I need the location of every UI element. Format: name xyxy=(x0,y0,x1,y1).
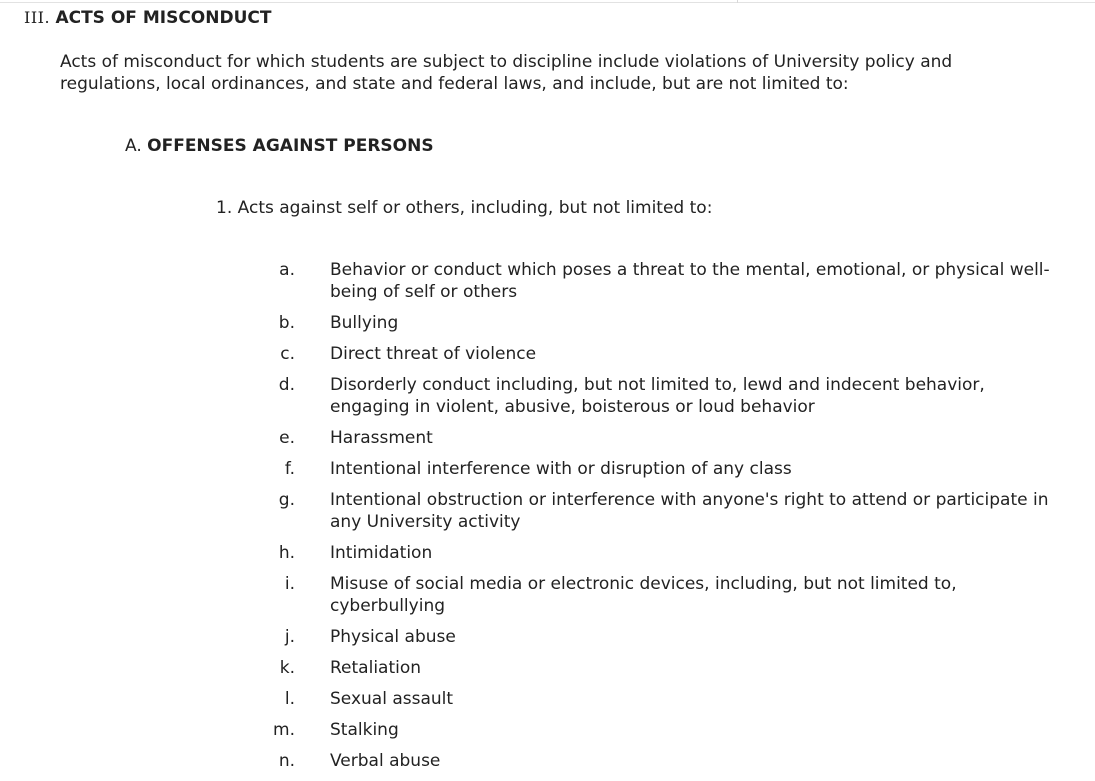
list-item xyxy=(0,343,1065,365)
list-item-text: Stalking xyxy=(330,720,399,740)
list-item xyxy=(0,657,1065,679)
subsection-heading xyxy=(125,134,434,158)
list-item-text: Disorderly conduct including, but not limited to, lewd and indecent behavior, engaging in violent, abusive, boisterous or loud behavior xyxy=(330,375,985,417)
list-item xyxy=(0,458,1065,480)
list-item xyxy=(0,259,1065,303)
clause-number: 1. xyxy=(216,198,233,218)
subsection-title: OFFENSES AGAINST PERSONS xyxy=(147,136,434,156)
list-item-text: Retaliation xyxy=(330,658,422,678)
list-item-marker: k. xyxy=(279,658,295,678)
list-item xyxy=(0,542,1065,564)
list-item-text: Intentional obstruction or interference with anyone's right to attend or participate in any University activity xyxy=(330,490,1049,532)
list-item-marker: a. xyxy=(279,260,295,280)
list-item-marker: e. xyxy=(279,428,295,448)
subsection-letter: A. xyxy=(125,136,142,156)
list-item-text: Intimidation xyxy=(330,543,433,563)
list-item xyxy=(0,312,1065,334)
list-item xyxy=(0,489,1065,533)
list-item-marker: m. xyxy=(273,720,295,740)
list-item-marker: b. xyxy=(278,313,295,333)
list-item xyxy=(0,626,1065,648)
list-item xyxy=(0,719,1065,741)
section-numeral: III. xyxy=(24,8,51,27)
list-item-text: Harassment xyxy=(330,428,433,448)
list-item-text: Behavior or conduct which poses a threat to the mental, emotional, or physical well-being of self or others xyxy=(330,260,1050,302)
list-item-text: Verbal abuse xyxy=(330,751,441,771)
offense-list xyxy=(0,259,1095,781)
section-heading xyxy=(24,6,271,30)
list-item-text: Physical abuse xyxy=(330,627,456,647)
clause-text: Acts against self or others, including, but not limited to: xyxy=(237,198,713,218)
section-intro: Acts of misconduct for which students are subject to discipline include violations of University policy and regulations, local ordinances, and state and federal laws, and include, but are not limited to: xyxy=(60,52,953,94)
list-item-text: Sexual assault xyxy=(330,689,454,709)
list-item-text: Direct threat of violence xyxy=(330,344,537,364)
list-item xyxy=(0,573,1065,617)
list-item-marker: n. xyxy=(278,751,295,771)
list-item-marker: f. xyxy=(284,459,295,479)
list-item-text: Misuse of social media or electronic devices, including, but not limited to, cyberbullying xyxy=(330,574,957,616)
list-item xyxy=(0,688,1065,710)
list-item-marker: j. xyxy=(284,627,295,647)
top-divider xyxy=(0,2,1095,3)
list-item xyxy=(0,427,1065,449)
list-item xyxy=(0,374,1065,418)
list-item-marker: h. xyxy=(278,543,295,563)
list-item-marker: l. xyxy=(284,689,295,709)
list-item-text: Intentional interference with or disruption of any class xyxy=(330,459,792,479)
list-item xyxy=(0,750,1065,772)
list-item-marker: i. xyxy=(284,574,295,594)
list-item-marker: d. xyxy=(278,375,295,395)
section-title: ACTS OF MISCONDUCT xyxy=(55,8,272,28)
list-item-marker: g. xyxy=(278,490,295,510)
clause-heading xyxy=(216,196,712,220)
list-item-marker: c. xyxy=(280,344,295,364)
top-divider-tick xyxy=(737,0,738,3)
list-item-text: Bullying xyxy=(330,313,399,333)
